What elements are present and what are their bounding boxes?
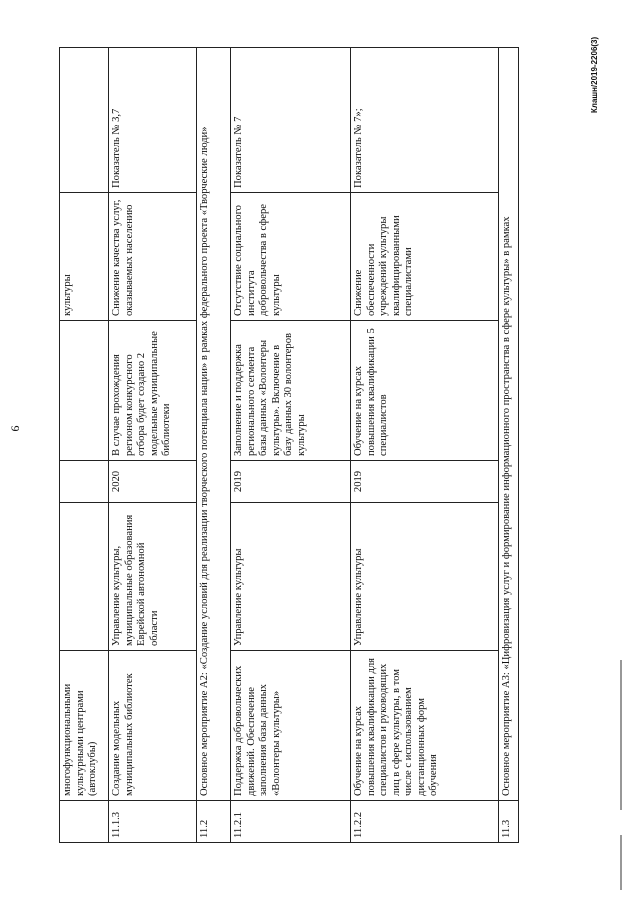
row-number: 11.2.1: [231, 801, 351, 843]
row-number: 11.1.3: [109, 801, 197, 843]
table-row: [60, 48, 109, 843]
measure-name: Обучение на курсах повышения квалификации для специалистов и руководящих лиц в сфере культуры, в том числе с использованием дистанционных форм обучения: [351, 651, 499, 801]
section-row: [197, 48, 231, 843]
measure-name: Создание модельных муниципальных библиотек: [109, 651, 197, 801]
year: 2020: [109, 461, 197, 503]
executor: Управление культуры, муниципальные образования Еврейской автономной области: [109, 503, 197, 651]
year: 2019: [231, 461, 351, 503]
page-number: 9: [8, 425, 23, 432]
executor: Управление культуры: [231, 503, 351, 651]
expected-result: В случае прохождения регионом конкурсного отбора будет создано 2 модельные муниципальные библиотеки: [109, 321, 197, 461]
indicator: Показатель № 7»;: [351, 48, 499, 193]
row-number: [60, 801, 109, 843]
consequence: Снижение обеспеченности учреждений культуры квалифицированными специалистами: [351, 193, 499, 321]
measure-name: многофункциональными культурными центрами (автоклубы): [60, 651, 109, 801]
document-code: Клашн/2019-2206(3): [590, 36, 599, 113]
executor: [60, 503, 109, 651]
row-number: 11.2.2: [351, 801, 499, 843]
table-row: [109, 48, 197, 843]
consequence: Отсутствие социального института добровольчества в сфере культуры: [231, 193, 351, 321]
table-row: [351, 48, 499, 843]
indicator: Показатель № 7: [231, 48, 351, 193]
indicator: Показатель № 3,7: [109, 48, 197, 193]
section-title: Основное мероприятие А3: «Цифровизация услуг и формирование информационного пространства в сфере культуры» в рамках: [499, 48, 519, 801]
expected-result: Обучение на курсах повышения квалификации 5 специалистов: [351, 321, 499, 461]
year: [60, 461, 109, 503]
row-number: 11.2: [197, 801, 231, 843]
indicator: [60, 48, 109, 193]
row-number: 11.3: [499, 801, 519, 843]
expected-result: [60, 321, 109, 461]
measures-table: [59, 47, 519, 843]
consequence: Снижение качества услуг, оказываемых населению: [109, 193, 197, 321]
table-row: [231, 48, 351, 843]
section-row: [499, 48, 519, 843]
section-title: Основное мероприятие А2: «Создание условий для реализации творческого потенциала нации» в рамках федерального проекта «Творческие люди»: [197, 48, 231, 801]
year: 2019: [351, 461, 499, 503]
measure-name: Поддержка добровольческих движений. Обеспечение заполнения базы данных «Волонтеры культуры»: [231, 651, 351, 801]
executor: Управление культуры: [351, 503, 499, 651]
expected-result: Заполнение и поддержка регионального сегмента базы данных «Волонтеры культуры». Включение в базу данных 30 волонтеров культуры: [231, 321, 351, 461]
consequence: культуры: [60, 193, 109, 321]
